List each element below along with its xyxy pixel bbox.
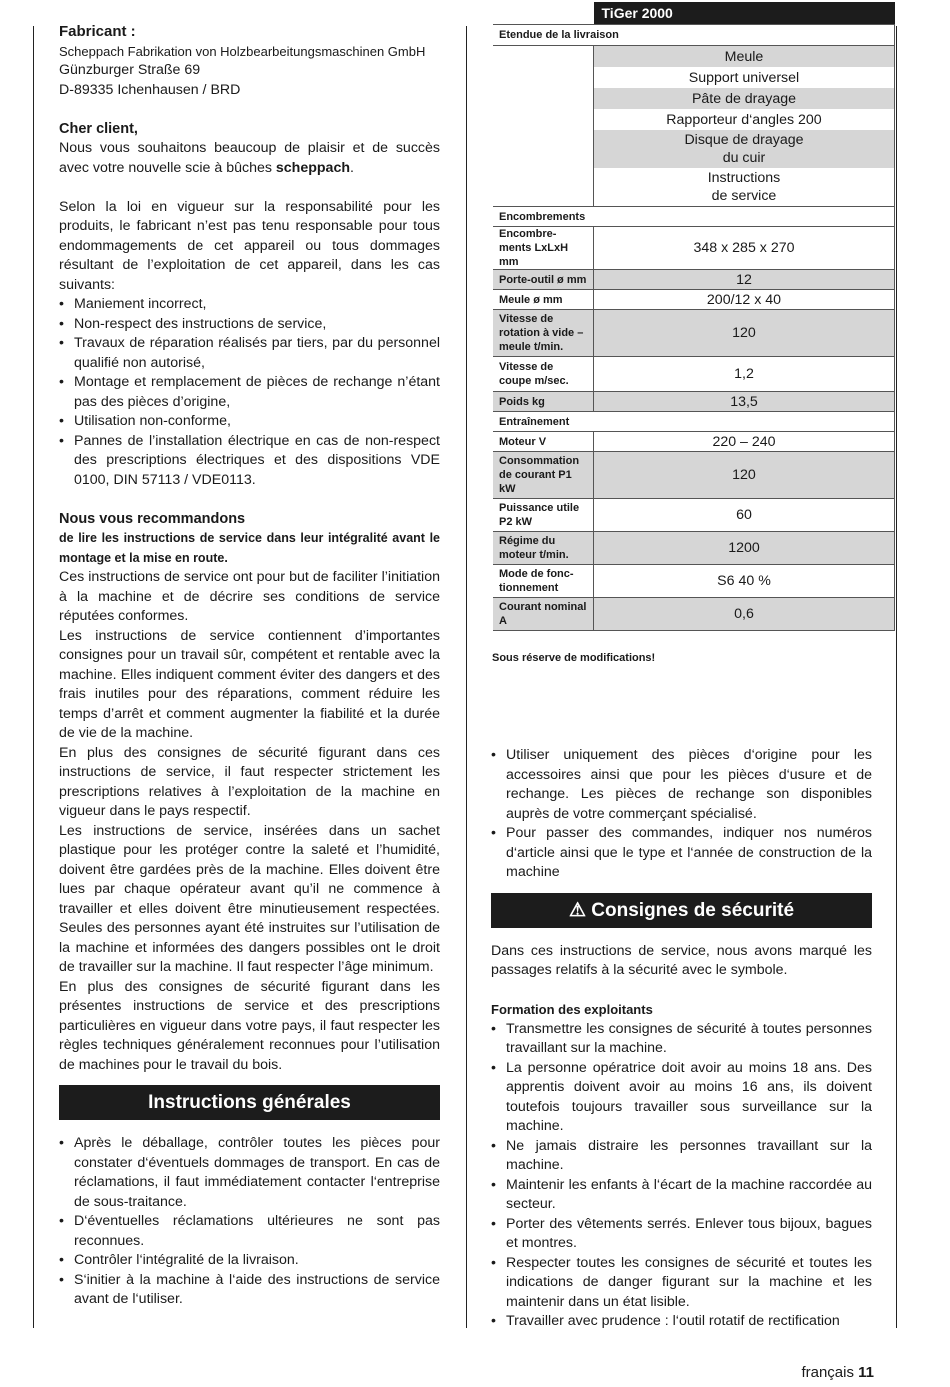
row-label: Régime du moteur t/min. [493, 532, 594, 565]
recommend-heading: Nous vous recommandons [59, 510, 246, 527]
scope-label: Etendue de la livraison [493, 25, 895, 46]
row-label: Courant nominal A [493, 598, 594, 631]
list-item: • Non-respect des instructions de service, [59, 315, 440, 335]
list-item: • Respecter toutes les consignes de sécurité et toutes les indications de danger figurant sur la machine et les maintenir dans un état lisible. [491, 1254, 872, 1313]
column-rule-right [896, 26, 897, 1328]
spec-table [493, 2, 895, 631]
list-item: • Porter des vêtements serrés. Enlever tous bijoux, bagues et montres. [491, 1215, 872, 1254]
training-heading: Formation des exploitants [491, 1002, 653, 1017]
row-value: 348 x 285 x 270 [594, 227, 895, 270]
row-label: Puissance utile P2 kW [493, 499, 594, 532]
safety-banner [491, 893, 872, 928]
list-item: • Maintenir les enfants à l‘écart de la machine raccordée au secteur. [491, 1176, 872, 1215]
footer-language: français [801, 1364, 854, 1381]
list-item: • D‘éventuelles réclamations ultérieures ne sont pas reconnues. [59, 1212, 440, 1251]
dimension-rows [493, 227, 895, 412]
liability-text: Selon la loi en vigueur sur la responsabilité pour les produits, le fabricant n’est pas tenu responsable pour tous endommagements de cet appareil ou tous dommages résultant de l’exploitation de cet appareil, dans les cas suivants: [59, 198, 440, 293]
left-column [59, 22, 440, 1310]
dimensions-label: Encombrements [493, 207, 895, 227]
list-item: • Travaux de réparation réalisés par tiers, par du personnel qualifié non autorisé, [59, 334, 440, 373]
scope-item: Rapporteur d‘angles 200 [594, 109, 895, 130]
drive-rows [493, 432, 895, 631]
parts-list [491, 746, 872, 883]
row-value: 1,2 [594, 357, 895, 392]
table-footnote: Sous réserve de modifications! [492, 652, 656, 664]
row-label: Mode de fonc-tionnement [493, 565, 594, 598]
model-header: TiGer 2000 [594, 2, 895, 25]
row-value: 13,5 [594, 392, 895, 412]
right-column [491, 746, 872, 1332]
row-label: Meule ø mm [493, 290, 594, 310]
list-item: • Contrôler l‘intégralité de la livraison. [59, 1251, 440, 1271]
page-number: 11 [858, 1364, 874, 1381]
row-value: 0,6 [594, 598, 895, 631]
brand-name: scheppach [275, 159, 351, 176]
general-instructions-list [59, 1134, 440, 1310]
page-footer [801, 1364, 874, 1381]
recommend-paragraph: En plus des consignes de sécurité figurant dans les présentes instructions de service et des prescriptions particulières en vigueur dans votre pays, il faut respecter les règles techniques généralement reconnues pour l’utilisation de machines pour le travail du bois. [59, 978, 440, 1073]
recommend-paragraph: Les instructions de service, insérées dans un sachet plastique pour les protéger contre la saleté et l’humidité, doivent être gardées près de la machine. Elles doivent être lues par chaque opérateur avant qu’il ne commence à travailler et elles doivent être minutieusement respectées. Seules des personnes ayant été instruites sur l’utilisation de la machine et informées des dangers possibles ont le droit de travailler sur la machine. Il faut respecter l’âge minimum. [59, 822, 440, 975]
scope-item: Pâte de drayage [594, 88, 895, 109]
list-item: • Maniement incorrect, [59, 295, 440, 315]
row-label: Porte-outil ø mm [493, 270, 594, 290]
drive-label: Entraînement [493, 412, 895, 432]
list-item: • La personne opératrice doit avoir au moins 18 ans. Des apprentis doivent avoir au moins 16 ans, ils doivent toutefois toujours travailler sous surveillance sur la machine. [491, 1059, 872, 1137]
liability-list [59, 295, 440, 490]
training-list [491, 1020, 872, 1332]
column-rule-middle [466, 26, 467, 1328]
scope-item: Instructions de service [594, 168, 895, 207]
manufacturer-line: D-89335 Ichenhausen / BRD [59, 81, 241, 98]
manufacturer-line: Günzburger Straße 69 [59, 62, 201, 78]
row-value: 120 [594, 310, 895, 357]
dear-heading: Cher client, [59, 120, 138, 137]
row-label: Vitesse de coupe m/sec. [493, 357, 594, 392]
row-label: Poids kg [493, 392, 594, 412]
recommend-paragraph: Ces instructions de service ont pour but de faciliter l’initiation à la machine et de décrire ses conditions de service réputées conformes. [59, 569, 440, 624]
scope-item: Disque de drayage du cuir [594, 130, 895, 168]
row-value: 60 [594, 499, 895, 532]
safety-banner-title: Consignes de sécurité [591, 899, 795, 921]
general-instructions-banner: Instructions générales [59, 1085, 440, 1120]
manufacturer-line: Scheppach Fabrikation von Holzbearbeitungsmaschinen GmbH [59, 43, 426, 59]
scope-item: Support universel [594, 67, 895, 88]
row-value: 200/12 x 40 [594, 290, 895, 310]
row-label: Moteur V [493, 432, 594, 452]
list-item: • Transmettre les consignes de sécurité à toutes personnes travaillant sur la machine. [491, 1020, 872, 1059]
row-label: Vitesse de rotation à vide – meule t/min. [493, 310, 594, 357]
recommend-bold-text: de lire les instructions de service dans leur intégralité avant le montage et la mise en route. [59, 531, 440, 565]
recommend-paragraph: En plus des consignes de sécurité figurant dans ces instructions de service, il faut respecter strictement les prescriptions relatives à l’exploitation de la machine en vigueur dans le pays respectif. [59, 744, 440, 819]
row-value: 1200 [594, 532, 895, 565]
list-item: • Pour passer des commandes, indiquer nos numéros d‘article ainsi que le type et l‘année de construction de la machine [491, 824, 872, 883]
list-item: • Après le déballage, contrôler toutes les pièces pour constater d‘éventuels dommages de transport. En cas de réclamations, il faut immédiatement contacter l‘entreprise de sous-traitance. [59, 1134, 440, 1212]
column-rule-left [33, 26, 34, 1328]
row-value: 12 [594, 270, 895, 290]
list-item: • Utiliser uniquement des pièces d‘origine pour les accessoires ainsi que pour les pièces d‘usure et de rechange. Les pièces de rechange son disponibles auprès de votre commerçant spécialisé. [491, 746, 872, 824]
row-value: 120 [594, 452, 895, 499]
dear-text: Nous vous souhaitons beaucoup de plaisir et de succès avec votre nouvelle scie à bûches scheppach. [59, 140, 440, 176]
list-item: • S‘initier à la machine à l‘aide des instructions de service avant de l‘utiliser. [59, 1271, 440, 1310]
warning-triangle-icon: ⚠ [568, 899, 587, 921]
manufacturer-address [59, 42, 440, 101]
list-item: • Travailler avec prudence : l‘outil rotatif de rectification [491, 1312, 872, 1332]
scope-item: Meule [594, 46, 895, 68]
row-value: S6 40 % [594, 565, 895, 598]
manufacturer-heading: Fabricant : [59, 23, 136, 40]
recommend-paragraph: Les instructions de service contiennent d’importantes consignes pour un travail sûr, compétent et rentable avec la machine. Elles indiquent comment éviter des dangers et des frais inutiles pour des réparations, comment réduire les temps d’arrêt et comment augmenter la fiabilité et la durée de vie de la machine. [59, 627, 440, 741]
row-value: 220 – 240 [594, 432, 895, 452]
list-item: • Ne jamais distraire les personnes travaillant sur la machine. [491, 1137, 872, 1176]
list-item: • Montage et remplacement de pièces de rechange n’étant pas des pièces d’origine, [59, 373, 440, 412]
row-label: Encombre-ments LxLxH mm [493, 227, 594, 270]
list-item: • Pannes de l’installation électrique en cas de non-respect des prescriptions électriques et des dispositions VDE 0100, DIN 57113 / VDE0113. [59, 432, 440, 491]
safety-intro: Dans ces instructions de service, nous avons marqué les passages relatifs à la sécurité avec le symbole. [491, 942, 872, 978]
row-label: Consommation de courant P1 kW [493, 452, 594, 499]
list-item: • Utilisation non-conforme, [59, 412, 440, 432]
